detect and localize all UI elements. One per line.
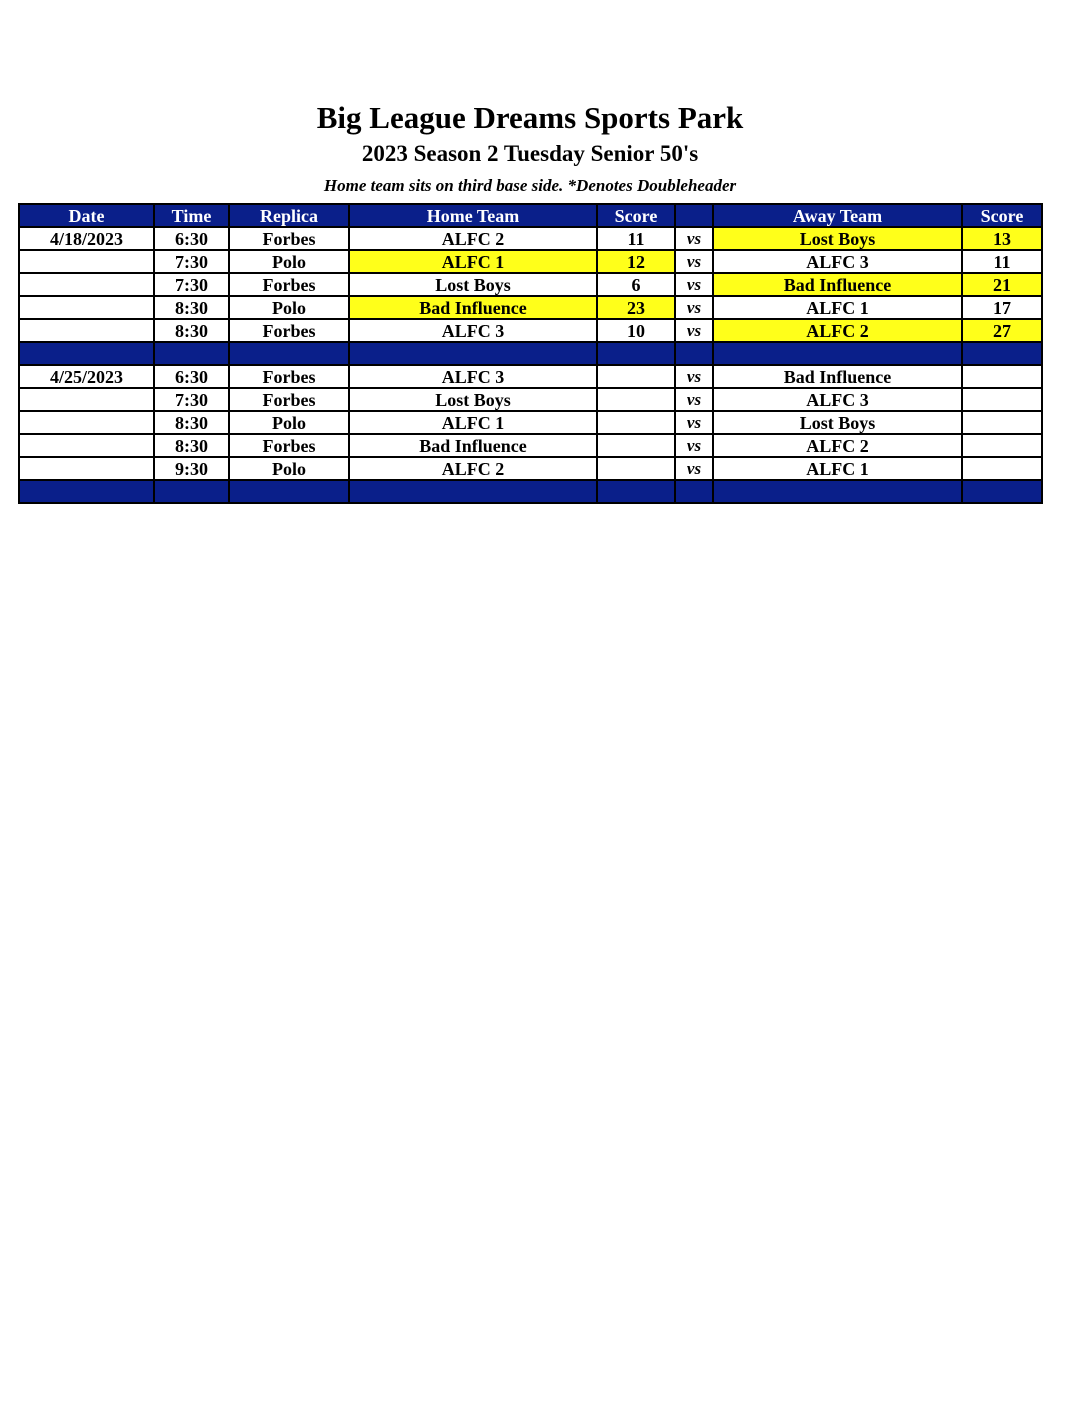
col-header-replica: Replica	[229, 204, 349, 227]
game-row	[19, 457, 1042, 480]
vs-cell: vs	[675, 434, 713, 457]
home-score-cell	[597, 365, 675, 388]
away-team-cell: ALFC 2	[713, 434, 962, 457]
away-team-cell: Lost Boys	[713, 227, 962, 250]
separator-cell	[962, 480, 1042, 503]
week-separator-row	[19, 342, 1042, 365]
away-score-cell	[962, 434, 1042, 457]
field-cell: Forbes	[229, 365, 349, 388]
field-cell: Forbes	[229, 273, 349, 296]
away-team-cell: Bad Influence	[713, 273, 962, 296]
separator-cell	[154, 342, 229, 365]
game-row	[19, 273, 1042, 296]
separator-cell	[713, 342, 962, 365]
field-cell: Forbes	[229, 434, 349, 457]
away-score-cell: 17	[962, 296, 1042, 319]
vs-cell: vs	[675, 296, 713, 319]
game-row	[19, 434, 1042, 457]
home-team-cell: Lost Boys	[349, 273, 597, 296]
away-score-cell	[962, 411, 1042, 434]
time-cell: 8:30	[154, 296, 229, 319]
home-team-cell: Lost Boys	[349, 388, 597, 411]
col-header-home-team: Home Team	[349, 204, 597, 227]
separator-cell	[229, 342, 349, 365]
time-cell: 8:30	[154, 434, 229, 457]
away-team-cell: Lost Boys	[713, 411, 962, 434]
separator-cell	[675, 480, 713, 503]
away-team-cell: Bad Influence	[713, 365, 962, 388]
col-header-away-score: Score	[962, 204, 1042, 227]
away-team-cell: ALFC 3	[713, 388, 962, 411]
away-team-cell: ALFC 3	[713, 250, 962, 273]
game-row	[19, 296, 1042, 319]
col-header-home-score: Score	[597, 204, 675, 227]
date-cell: 4/25/2023	[19, 365, 154, 388]
home-team-cell: Bad Influence	[349, 434, 597, 457]
field-cell: Forbes	[229, 388, 349, 411]
field-cell: Polo	[229, 457, 349, 480]
home-team-cell: ALFC 3	[349, 365, 597, 388]
home-score-cell	[597, 411, 675, 434]
schedule-table	[18, 203, 1043, 504]
separator-cell	[19, 480, 154, 503]
home-team-cell: ALFC 3	[349, 319, 597, 342]
separator-cell	[19, 342, 154, 365]
time-cell: 7:30	[154, 273, 229, 296]
home-score-cell: 6	[597, 273, 675, 296]
vs-cell: vs	[675, 388, 713, 411]
away-score-cell	[962, 388, 1042, 411]
field-cell: Polo	[229, 250, 349, 273]
home-score-cell: 12	[597, 250, 675, 273]
away-team-cell: ALFC 1	[713, 457, 962, 480]
separator-cell	[597, 342, 675, 365]
page-title: Big League Dreams Sports Park	[316, 100, 744, 135]
away-score-cell: 13	[962, 227, 1042, 250]
home-team-cell: Bad Influence	[349, 296, 597, 319]
separator-cell	[349, 342, 597, 365]
time-cell: 6:30	[154, 365, 229, 388]
game-row	[19, 227, 1042, 250]
date-cell	[19, 434, 154, 457]
away-score-cell: 21	[962, 273, 1042, 296]
separator-cell	[962, 342, 1042, 365]
vs-cell: vs	[675, 457, 713, 480]
separator-cell	[597, 480, 675, 503]
vs-cell: vs	[675, 273, 713, 296]
home-team-cell: ALFC 2	[349, 227, 597, 250]
week-separator-row	[19, 480, 1042, 503]
page-subtitle: 2023 Season 2 Tuesday Senior 50's	[361, 141, 699, 166]
date-cell	[19, 457, 154, 480]
time-cell: 8:30	[154, 319, 229, 342]
field-cell: Polo	[229, 296, 349, 319]
game-row	[19, 365, 1042, 388]
home-score-cell	[597, 388, 675, 411]
away-team-cell: ALFC 1	[713, 296, 962, 319]
vs-cell: vs	[675, 365, 713, 388]
game-row	[19, 319, 1042, 342]
home-team-cell: ALFC 2	[349, 457, 597, 480]
date-cell	[19, 388, 154, 411]
col-header-date: Date	[19, 204, 154, 227]
away-team-cell: ALFC 2	[713, 319, 962, 342]
schedule-note: Home team sits on third base side. *Denotes Doubleheader	[323, 176, 737, 195]
field-cell: Forbes	[229, 319, 349, 342]
time-cell: 7:30	[154, 388, 229, 411]
time-cell: 7:30	[154, 250, 229, 273]
separator-cell	[154, 480, 229, 503]
game-row	[19, 250, 1042, 273]
away-score-cell: 11	[962, 250, 1042, 273]
field-cell: Forbes	[229, 227, 349, 250]
separator-cell	[675, 342, 713, 365]
date-cell	[19, 296, 154, 319]
home-score-cell	[597, 457, 675, 480]
home-score-cell: 23	[597, 296, 675, 319]
game-row	[19, 411, 1042, 434]
date-cell: 4/18/2023	[19, 227, 154, 250]
field-cell: Polo	[229, 411, 349, 434]
home-score-cell: 11	[597, 227, 675, 250]
vs-cell: vs	[675, 250, 713, 273]
date-cell	[19, 273, 154, 296]
time-cell: 6:30	[154, 227, 229, 250]
time-cell: 8:30	[154, 411, 229, 434]
col-header-away-team: Away Team	[713, 204, 962, 227]
home-team-cell: ALFC 1	[349, 411, 597, 434]
vs-cell: vs	[675, 319, 713, 342]
date-cell	[19, 319, 154, 342]
time-cell: 9:30	[154, 457, 229, 480]
away-score-cell: 27	[962, 319, 1042, 342]
date-cell	[19, 250, 154, 273]
home-score-cell	[597, 434, 675, 457]
game-row	[19, 388, 1042, 411]
col-header-vs	[675, 204, 713, 227]
vs-cell: vs	[675, 227, 713, 250]
date-cell	[19, 411, 154, 434]
home-team-cell: ALFC 1	[349, 250, 597, 273]
away-score-cell	[962, 365, 1042, 388]
separator-cell	[713, 480, 962, 503]
col-header-time: Time	[154, 204, 229, 227]
schedule-body	[19, 227, 1042, 503]
header-row	[19, 204, 1042, 227]
separator-cell	[229, 480, 349, 503]
separator-cell	[349, 480, 597, 503]
home-score-cell: 10	[597, 319, 675, 342]
vs-cell: vs	[675, 411, 713, 434]
away-score-cell	[962, 457, 1042, 480]
